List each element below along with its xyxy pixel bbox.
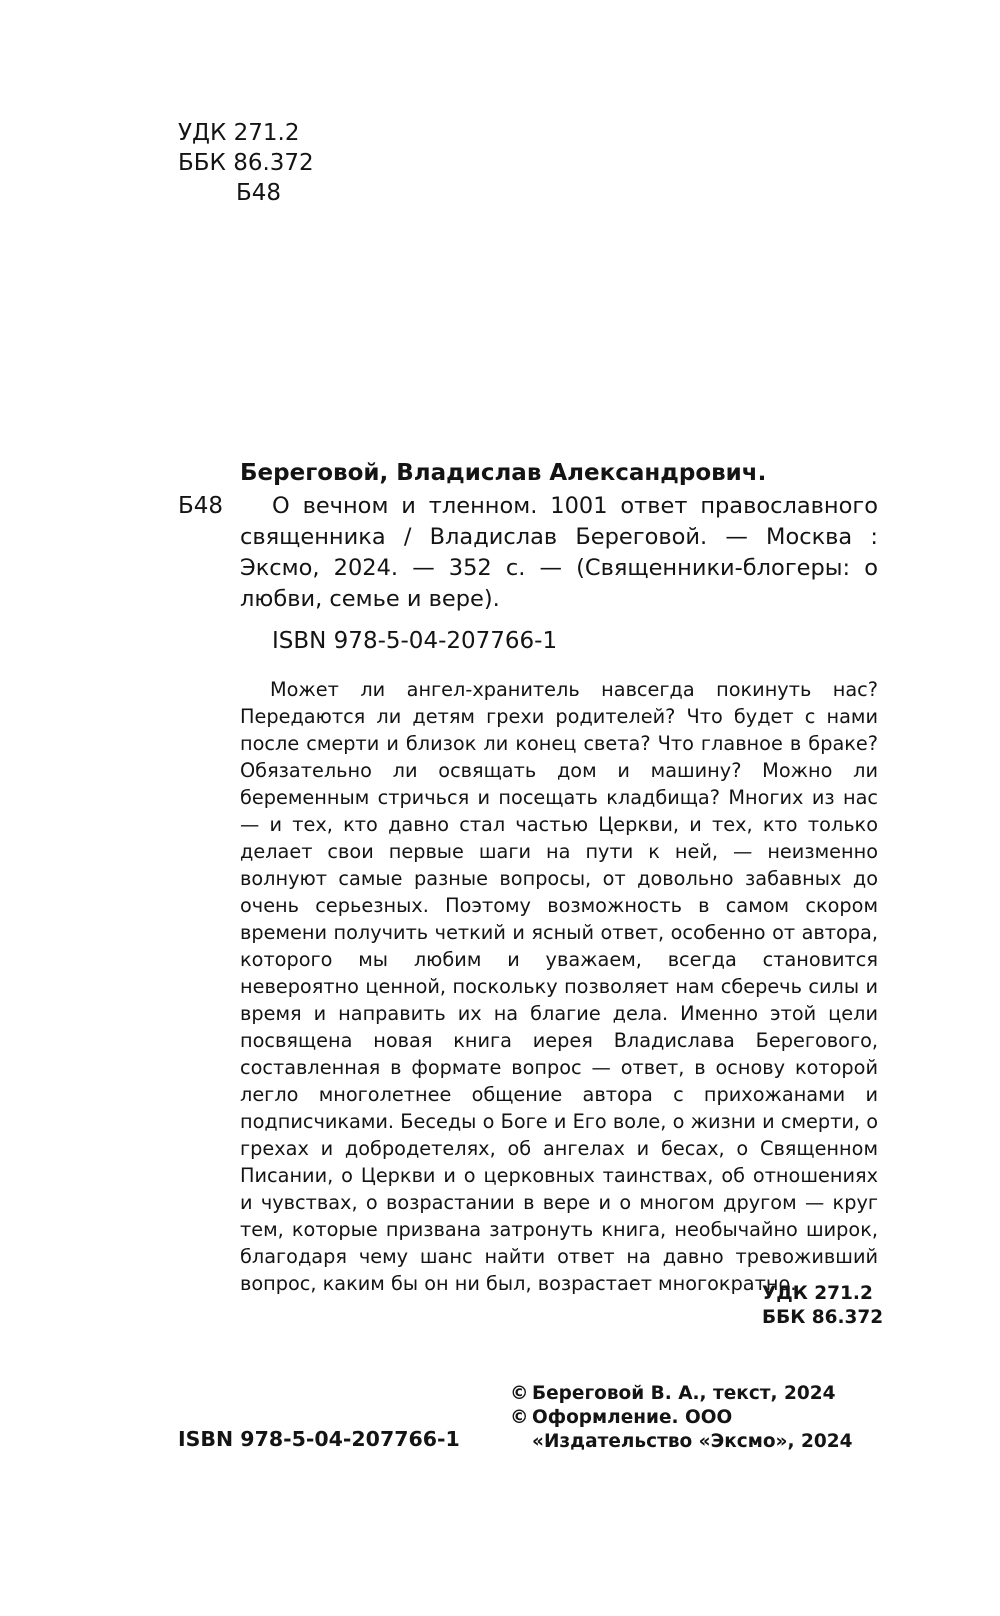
copyright-text-line <box>510 1382 890 1406</box>
isbn-bottom: ISBN 978-5-04-207766-1 <box>178 1427 460 1451</box>
copyright-block <box>510 1382 890 1454</box>
record-description: О вечном и тленном. 1001 ответ православного священника / Владислав Береговой. — Москва : Эксмо, 2024. — 352 с. — (Священники-блогеры: о любви, семье и вере). <box>240 493 878 612</box>
bbk-code: ББК 86.372 <box>178 150 314 176</box>
bbk-code-bottom: ББК 86.372 <box>762 1307 884 1328</box>
record-author-mark: Б48 <box>178 493 224 519</box>
author-mark: Б48 <box>236 180 282 206</box>
classification-codes-top <box>178 118 314 208</box>
annotation-text: Может ли ангел-хранитель навсегда покинуть нас? Передаются ли детям грехи родителей? Что будет с нами после смерти и близок ли конец света? Что главное в браке? Обязательно ли освящать дом и машину? Можно ли беременным стричься и посещать кладбища? Многих из нас — и тех, кто давно стал частью Церкви, и тех, кто только делает свои первые шаги на пути к ней, — неизменно волнуют самые разные вопросы, от довольно забавных до очень серьезных. Поэтому возможность в самом скором времени получить четкий и ясный ответ, особенно от автора, которого мы любим и уважаем, всегда становится невероятно ценной, поскольку позволяет нам сберечь силы и время и направить их на благие дела. Именно этой цели посвящена новая книга иерея Владислава Берегового, составленная в формате вопрос — ответ, в основу которой легло многолетнее общение автора с прихожанами и подписчиками. Беседы о Боге и Его воле, о жизни и смерти, о грехах и добродетелях, об ангелах и бесах, о Священном Писании, о Церкви и о церковных таинствах, об отношениях и чувствах, о возрастании в вере и о многом другом — круг тем, которые призвана затронуть книга, необычайно широк, благодаря чему шанс найти ответ на давно тревоживший вопрос, каким бы он ни был, возрастает многократно. <box>240 678 878 1295</box>
udk-code-bottom: УДК 271.2 <box>762 1283 873 1304</box>
record-author: Береговой, Владислав Александрович. <box>240 460 767 486</box>
copyright-design: Оформление. ООО «Издательство «Эксмо», 2024 <box>532 1407 853 1452</box>
copyright-design-line <box>510 1406 890 1454</box>
record-isbn: ISBN 978-5-04-207766-1 <box>272 628 558 654</box>
udk-code: УДК 271.2 <box>178 120 300 146</box>
copyright-icon: © <box>510 1407 529 1428</box>
copyright-icon: © <box>510 1383 529 1404</box>
copyright-text: Береговой В. А., текст, 2024 <box>532 1383 836 1404</box>
classification-codes-bottom <box>762 1282 883 1330</box>
